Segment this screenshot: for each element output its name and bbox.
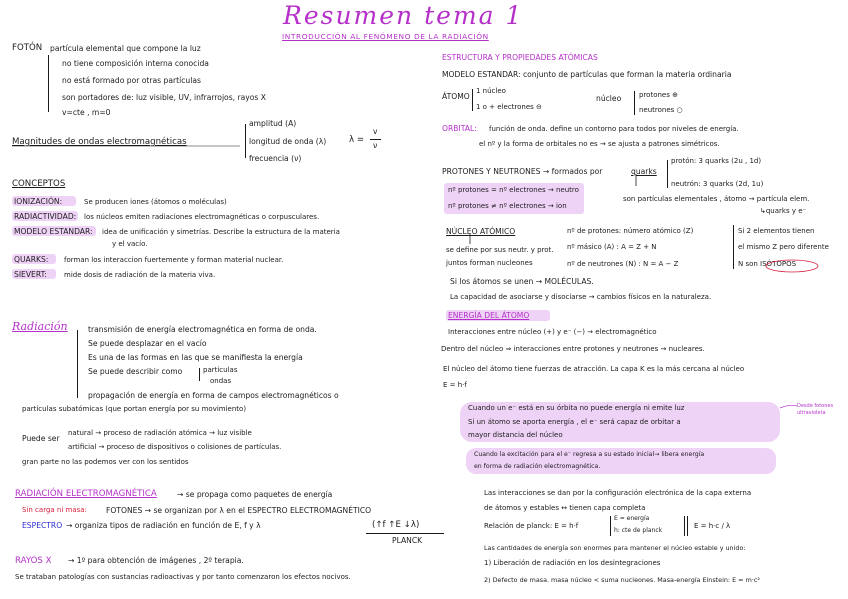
radiacion-item: transmisión de energía electromagnética en forma de onda. [88,325,317,334]
puede-item: natural → proceso de radiación atómica → luz visible [68,429,252,437]
describir-item: partículas [203,366,238,374]
rad-em-formula: (↑f ↑E ↓λ) [372,520,420,530]
foton-item: no tiene composición interna conocida [62,59,209,68]
isotopos-line: N son ISÓTOPOS [738,260,797,268]
concept-text: mide dosis de radiación de la materia viva. [64,271,216,279]
radiacion-item: Se puede describir como [88,367,183,376]
energia-line: Las interacciones se dan por la configuración electrónica de la capa externa [484,489,752,497]
estructura-line: Si los átomos se unen → MOLÉCULAS. [450,277,594,286]
isotopos-circle [766,260,818,272]
energia-line: de átomos y estables ↔ tienen capa completa [484,504,646,512]
foton-item: partícula elemental que compone la luz [50,44,201,53]
arrow-stroke [780,405,797,408]
rad-em-red: Sin carga ni masa: [22,506,87,514]
rel-item: E = energía [614,515,650,522]
energia-hl: Cuando un e⁻ está en su órbita no puede energía ni emite luz [468,404,685,412]
energia-line: 2) Defecto de masa. masa núcleo < suma nucleones. Masa-energía Einstein: E = m·c² [484,576,760,584]
magnitudes-label: Magnitudes de ondas electromagnéticas [12,137,187,147]
puede-item: artificial → proceso de dispositivos o colisiones de partículas. [68,443,282,451]
atomo-item: 1 núcleo [476,87,506,95]
concept-text: idea de unificación y simetrías. Describe la estructura de la materia [102,228,340,236]
concept-text: forman los interaccion fuertemente y forman material nuclear. [64,256,284,264]
margin-note: Desde fotones ultravioleta [797,403,834,416]
formula-lambda: λ = [349,135,365,145]
radiacion-item: Se puede desplazar en el vacío [88,339,207,348]
page-subtitle: INTRODUCCIÓN AL FENÓMENO DE LA RADIACIÓN [282,32,489,41]
atomo-label: ÁTOMO [442,92,470,101]
nucleo-at-item: nº de protones: número atómico (Z) [567,227,694,235]
energia-formula: E = h·c / λ [694,522,731,530]
isotopos-line: el mismo Z pero diferente [738,243,829,251]
foton-item: son portadores de: luz visible, UV, infrarrojos, rayos X [62,93,266,102]
nucleo-at-item: nº de neutrones (N) : N = A − Z [567,260,679,268]
energia-hl: Cuando la excitación para el e⁻ regresa a su estado inicial→ libera energía [474,451,705,458]
concept-text: los núcleos emiten radiaciones electromagnéticas o corpusculares. [84,213,320,221]
nucleo-at-note: juntos forman nucleones [446,259,533,267]
planck-label: PLANCK [392,536,423,545]
nucleo-item: protones ⊕ [639,91,678,99]
orbital-line: el nº y la forma de orbitales no es → se ajusta a patrones simétricos. [479,140,720,148]
energia-line: 1) Liberación de radiación en los desintegraciones [484,559,661,567]
concept-term: QUARKS: [14,255,49,264]
energia-line: El núcleo del átomo tiene fuerzas de atracción. La capa K es la más cercana al núcleo [443,365,745,373]
energia-hl: mayor distancia del núcleo [468,431,563,439]
energia-line: Dentro del núcleo ⇒ interacciones entre protones y neutrones → nucleares. [441,345,705,353]
concept-term: SIEVERT: [14,270,47,279]
formula-numerator: v [373,127,378,136]
radiacion-item: propagación de energía en forma de campos electromagnéticos o [88,391,339,400]
conceptos-heading: CONCEPTOS [12,179,66,189]
orbital-label: ORBITAL: [442,124,477,133]
nucleo-at-note: se define por sus neutr. y prot. [446,246,554,254]
energia-hl: Si un átomo se aporta energía , el e⁻ será capaz de orbitar a [468,418,681,426]
rel-item: h: cte de planck [614,527,663,534]
puede-label: Puede ser [22,434,60,443]
magnitude-item: amplitud (A) [249,119,297,128]
magnitude-item: longitud de onda (λ) [249,137,327,146]
concept-text: Se producen iones (átomos o moléculas) [84,198,227,206]
rad-em-line: → organiza tipos de radiación en función de E, f y λ [66,521,261,530]
describir-item: ondas [210,377,232,385]
concept-term: RADIACTIVIDAD: [14,212,77,221]
rayos-line: → 1º para obtención de imágenes , 2º terapia. [68,556,244,565]
estructura-heading: ESTRUCTURA Y PROPIEDADES ATÓMICAS [442,53,598,62]
orbital-line: función de onda. define un contorno para todos por niveles de energía. [489,125,739,133]
estructura-line: MODELO ESTANDAR: conjunto de partículas que forman la materia ordinaria [442,70,732,79]
foton-label: FOTÓN [12,43,43,53]
concept-term: MODELO ESTANDAR: [14,227,93,236]
rad-em-red: ESPECTRO [22,521,63,530]
foton-item: v=cte , m=0 [62,108,111,117]
pn-note: ↳quarks y e⁻ [760,207,807,215]
pn-note: son partículas elementales , átomo → partícula elem. [623,195,810,203]
concept-term: IONIZACIÓN: [14,197,63,206]
pn-item: neutrón: 3 quarks (2d, 1u) [671,180,764,188]
nucleo-atomico-label: NÚCLEO ATÓMICO [446,227,516,236]
nucleo-at-item: nº másico (A) : A = Z + N [567,243,657,251]
rad-em-heading: RADIACIÓN ELECTROMAGNÉTICA [15,489,157,499]
nucleo-item: neutrones ○ [639,106,683,114]
formula-denominator: ν [373,141,378,150]
energia-formula: E = h·f [443,381,467,389]
foton-item: no está formado por otras partículas [62,76,201,85]
pn-line: PROTONES Y NEUTRONES → formados por [442,167,603,176]
radiacion-heading: Radiación [12,320,68,333]
concept-text: y el vacío. [112,240,148,248]
estructura-line: La capacidad de asociarse y disociarse → cambios físicos en la naturaleza. [450,293,712,301]
energia-line: Las cantidades de energía son enormes para mantener el núcleo estable y unido: [484,544,746,552]
isotopos-line: Si 2 elementos tienen [738,227,815,235]
pn-item: protón: 3 quarks (2u , 1d) [671,157,762,165]
energia-line: Interacciones entre núcleo (+) y e⁻ (−) → electromagnético [448,328,657,336]
atomo-item: 1 o + electrones ⊖ [476,103,542,111]
pink-rule: nº protones ≠ nº electrones → ion [448,202,567,210]
energia-hl: en forma de radiación electromagnética. [474,463,601,470]
rad-em-line: → se propaga como paquetes de energía [177,490,333,499]
magnitude-item: frecuencia (ν) [249,154,302,163]
pink-rule: nº protones = nº electrones → neutro [448,186,579,194]
radiacion-item: partículas subatómicas (que portan energía por su movimiento) [22,405,247,413]
page-title: Resumen tema 1 [283,1,524,30]
quarks-word: quarks [631,167,657,176]
rayos-heading: RAYOS X [15,556,52,566]
nucleo-label: núcleo [596,94,622,103]
rayos-line: Se trataban patologías con sustancias radioactivas y por tanto comenzaron los efectos nocivos. [15,573,351,581]
energia-line: Relación de planck: E = h·f [484,522,579,530]
energia-heading: ENERGÍA DEL ÁTOMO [448,311,530,320]
radiacion-item: Es una de las formas en las que se manifiesta la energía [88,353,303,362]
rad-em-line: FOTONES → se organizan por λ en el ESPECTRO ELECTROMAGNÉTICO [106,506,372,515]
radiacion-note: gran parte no las podemos ver con los sentidos [22,458,189,466]
